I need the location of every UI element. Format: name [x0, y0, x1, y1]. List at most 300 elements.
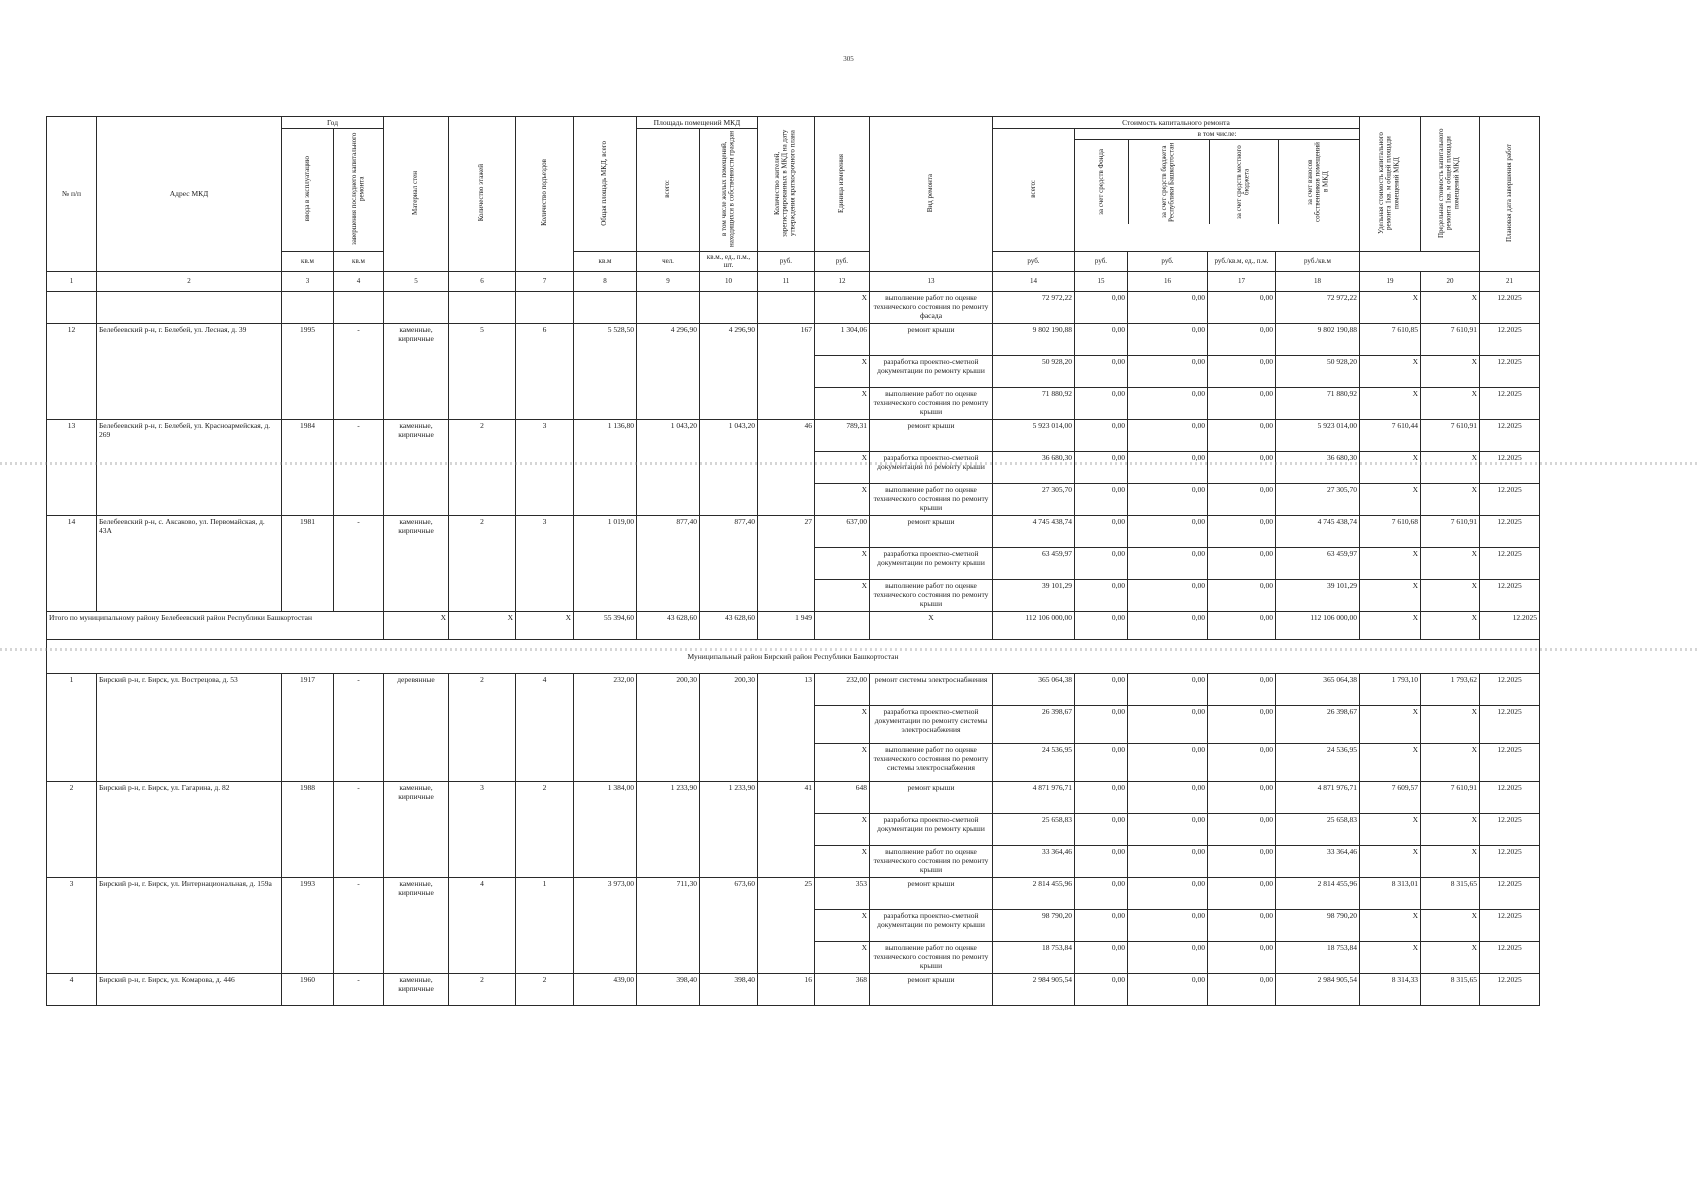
header-cost-incl-wrap	[1075, 129, 1360, 252]
table-cell: 33 364,46	[993, 845, 1075, 877]
table-cell	[97, 291, 282, 323]
table-cell: 0,00	[1075, 419, 1128, 451]
table-cell: 200,30	[637, 673, 700, 781]
table-cell	[516, 291, 574, 323]
table-cell: 4 745 438,74	[1276, 515, 1360, 547]
column-number-cell: 3	[282, 271, 334, 291]
table-cell: 0,00	[1128, 451, 1208, 483]
table-row	[47, 419, 1540, 451]
table-cell: 27 305,70	[1276, 483, 1360, 515]
table-cell	[282, 291, 334, 323]
table-cell: X	[1360, 941, 1421, 973]
table-cell: 50 928,20	[993, 355, 1075, 387]
table-cell: 0,00	[1128, 781, 1208, 813]
table-cell: 9 802 190,88	[1276, 323, 1360, 355]
table-cell: X	[1360, 743, 1421, 781]
table-cell: 1 793,62	[1421, 673, 1480, 705]
table-cell: Бирский р-н, г. Бирск, ул. Вострецова, д. 53	[97, 673, 282, 781]
table-cell: 0,00	[1075, 451, 1128, 483]
header-premises-total: всего:	[637, 129, 700, 252]
table-cell: X	[1421, 579, 1480, 611]
table-row	[47, 781, 1540, 813]
table-cell: 14	[47, 515, 97, 611]
table-cell: 12.2025	[1480, 705, 1540, 743]
header-year-group: Год	[282, 117, 384, 129]
table-cell: 12.2025	[1480, 483, 1540, 515]
table-cell: 4	[516, 673, 574, 781]
table-cell: 4 296,90	[637, 323, 700, 419]
header-max-cost: Предельная стоимость капитального ремонта 1кв. м общей площади помещений МКД	[1421, 117, 1480, 252]
column-number-cell: 6	[449, 271, 516, 291]
table-cell: ремонт крыши	[870, 781, 993, 813]
table-cell: Бирский р-н, г. Бирск, ул. Комарова, д. 446	[97, 973, 282, 1005]
header-residents-count: Количество жителей, зарегистрированных в МКД на дату утверждения краткосрочного плана	[758, 117, 815, 252]
table-cell: 39 101,29	[1276, 579, 1360, 611]
table-cell: ремонт крыши	[870, 323, 993, 355]
table-cell: X	[1360, 291, 1421, 323]
table-cell: 0,00	[1208, 579, 1276, 611]
header-floors: Количество этажей	[449, 117, 516, 272]
column-number-cell: 12	[815, 271, 870, 291]
table-cell: X	[1421, 845, 1480, 877]
total-cell: 1 949	[758, 611, 815, 639]
table-cell: X	[1360, 451, 1421, 483]
unit-cell: руб./кв.м, ед., п.м.	[1208, 252, 1276, 272]
header-repair-type: Вид ремонта	[870, 117, 993, 272]
table-cell: -	[334, 781, 384, 877]
column-number-cell: 17	[1208, 271, 1276, 291]
table-cell: X	[1421, 355, 1480, 387]
table-cell: 71 880,92	[1276, 387, 1360, 419]
table-cell: 12.2025	[1480, 781, 1540, 813]
unit-cell: руб.	[758, 252, 815, 272]
total-cell: 43 628,60	[700, 611, 758, 639]
table-cell: 12.2025	[1480, 323, 1540, 355]
table-cell: 365 064,38	[993, 673, 1075, 705]
table-cell: 4	[449, 877, 516, 973]
table-cell: 2	[449, 515, 516, 611]
table-cell: 7 610,91	[1421, 419, 1480, 451]
table-cell: 0,00	[1128, 323, 1208, 355]
table-cell: 673,60	[700, 877, 758, 973]
table-cell: 3	[516, 515, 574, 611]
table-cell	[47, 291, 97, 323]
table-cell: 50 928,20	[1276, 355, 1360, 387]
table-cell: 232,00	[815, 673, 870, 705]
table-cell: 1 043,20	[637, 419, 700, 515]
table-cell: 18 753,84	[993, 941, 1075, 973]
table-cell: каменные, кирпичные	[384, 323, 449, 419]
table-cell: 4 745 438,74	[993, 515, 1075, 547]
table-cell: 72 972,22	[993, 291, 1075, 323]
table-cell: ремонт системы электроснабжения	[870, 673, 993, 705]
table-cell: ремонт крыши	[870, 877, 993, 909]
table-cell: X	[1360, 387, 1421, 419]
table-cell: X	[1421, 547, 1480, 579]
header-total-area: Общая площадь МКД, всего	[574, 117, 637, 252]
table-cell: 0,00	[1075, 845, 1128, 877]
table-cell: 12.2025	[1480, 291, 1540, 323]
unit-cell: руб./кв.м	[1276, 252, 1360, 272]
table-cell: 27 305,70	[993, 483, 1075, 515]
table-cell: 0,00	[1208, 877, 1276, 909]
table-cell: разработка проектно-сметной документации по ремонту крыши	[870, 547, 993, 579]
table-cell	[574, 291, 637, 323]
table-cell: Белебеевский р-н, с. Аксаково, ул. Первомайская, д. 43А	[97, 515, 282, 611]
table-cell: X	[815, 579, 870, 611]
table-cell: 0,00	[1128, 845, 1208, 877]
table-cell: 5 528,50	[574, 323, 637, 419]
table-cell: 0,00	[1128, 355, 1208, 387]
total-label: Итого по муниципальному району Белебеевский район Республики Башкортостан	[47, 611, 384, 639]
table-cell: 12.2025	[1480, 355, 1540, 387]
table-cell: 0,00	[1128, 973, 1208, 1005]
table-cell: ремонт крыши	[870, 419, 993, 451]
table-cell: X	[815, 813, 870, 845]
table-row	[47, 515, 1540, 547]
table-cell: разработка проектно-сметной документации по ремонту крыши	[870, 451, 993, 483]
table-cell: 0,00	[1208, 743, 1276, 781]
scan-artifact	[0, 462, 1697, 465]
table-cell: разработка проектно-сметной документации по ремонту крыши	[870, 813, 993, 845]
column-number-cell: 4	[334, 271, 384, 291]
table-cell: 39 101,29	[993, 579, 1075, 611]
table-cell: X	[1360, 355, 1421, 387]
table-cell: ремонт крыши	[870, 973, 993, 1005]
unit-cell: кв.м., ед., п.м., шт.	[700, 252, 758, 272]
table-cell: 0,00	[1208, 547, 1276, 579]
header-row-1	[47, 117, 1540, 129]
table-cell: 0,00	[1075, 877, 1128, 909]
column-number-cell: 5	[384, 271, 449, 291]
table-cell: 12.2025	[1480, 813, 1540, 845]
table-cell: Бирский р-н, г. Бирск, ул. Гагарина, д. 82	[97, 781, 282, 877]
column-number-cell: 8	[574, 271, 637, 291]
table-cell: 2 814 455,96	[1276, 877, 1360, 909]
table-cell: -	[334, 673, 384, 781]
table-cell: ремонт крыши	[870, 515, 993, 547]
table-cell: 0,00	[1075, 387, 1128, 419]
table-cell: Бирский р-н, г. Бирск, ул. Интернациональная, д. 159а	[97, 877, 282, 973]
column-number-cell: 15	[1075, 271, 1128, 291]
table-cell: 0,00	[1075, 941, 1128, 973]
table-cell: X	[1360, 845, 1421, 877]
table-cell: 3 973,00	[574, 877, 637, 973]
table-cell: 0,00	[1075, 705, 1128, 743]
table-cell: 4	[47, 973, 97, 1005]
table-cell: 0,00	[1128, 579, 1208, 611]
table-cell: 12.2025	[1480, 515, 1540, 547]
table-cell: X	[1421, 387, 1480, 419]
table-cell: 0,00	[1208, 419, 1276, 451]
total-cell: 0,00	[1208, 611, 1276, 639]
header-cost-incl: в том числе:	[1075, 129, 1359, 140]
total-cell: 112 106 000,00	[993, 611, 1075, 639]
table-cell: 71 880,92	[993, 387, 1075, 419]
table-cell: 12.2025	[1480, 909, 1540, 941]
table-cell: 0,00	[1208, 355, 1276, 387]
table-cell: Белебеевский р-н, г. Белебей, ул. Лесная, д. 39	[97, 323, 282, 419]
table-cell: 232,00	[574, 673, 637, 781]
table-cell: 0,00	[1128, 877, 1208, 909]
table-cell: 12.2025	[1480, 941, 1540, 973]
table-cell: 0,00	[1128, 909, 1208, 941]
table-cell: 1 043,20	[700, 419, 758, 515]
table-cell: X	[1360, 813, 1421, 845]
total-cell: X	[516, 611, 574, 639]
header-cost-sub	[1075, 140, 1359, 224]
column-number-cell: 21	[1480, 271, 1540, 291]
table-cell: 0,00	[1208, 451, 1276, 483]
table-cell: X	[815, 291, 870, 323]
table-cell: 8 314,33	[1360, 973, 1421, 1005]
table-cell: 0,00	[1075, 355, 1128, 387]
table-cell: 0,00	[1075, 813, 1128, 845]
table-cell: 0,00	[1075, 515, 1128, 547]
table-row	[47, 323, 1540, 355]
table-cell: X	[815, 743, 870, 781]
table-cell	[700, 291, 758, 323]
column-number-cell: 7	[516, 271, 574, 291]
table-cell: 25	[758, 877, 815, 973]
table-cell: 1 304,06	[815, 323, 870, 355]
header-year-commission: ввода в эксплуатацию	[282, 129, 334, 252]
table-cell: 26 398,67	[1276, 705, 1360, 743]
table-cell: 7 610,91	[1421, 781, 1480, 813]
table-cell: 1	[516, 877, 574, 973]
unit-cell: кв.м	[282, 252, 334, 272]
table-cell: 8 315,65	[1421, 973, 1480, 1005]
header-cost-fund: за счет средств Фонда	[1075, 140, 1129, 224]
table-cell: 7 610,68	[1360, 515, 1421, 547]
table-cell: 25 658,83	[993, 813, 1075, 845]
column-number-cell: 13	[870, 271, 993, 291]
table-cell: 0,00	[1208, 813, 1276, 845]
table-cell: 2	[47, 781, 97, 877]
table-cell: 7 609,57	[1360, 781, 1421, 813]
table-cell: -	[334, 323, 384, 419]
table-cell: 8 313,01	[1360, 877, 1421, 909]
table-cell: 0,00	[1075, 673, 1128, 705]
table-cell: 0,00	[1128, 743, 1208, 781]
table-cell: 41	[758, 781, 815, 877]
total-cell	[815, 611, 870, 639]
table-cell: 12	[47, 323, 97, 419]
table-cell: 7 610,44	[1360, 419, 1421, 451]
table-cell: каменные, кирпичные	[384, 781, 449, 877]
table-cell: 0,00	[1128, 705, 1208, 743]
table-cell: 25 658,83	[1276, 813, 1360, 845]
table-row	[47, 973, 1540, 1005]
table-cell: 98 790,20	[1276, 909, 1360, 941]
table-cell: X	[815, 451, 870, 483]
header-cost-republic: за счет средств бюджета Республики Башкортостан	[1129, 140, 1210, 224]
table-cell: 46	[758, 419, 815, 515]
table-cell: X	[1360, 483, 1421, 515]
header-wall-material: Материал стен	[384, 117, 449, 272]
table-cell: выполнение работ по оценке технического состояния по ремонту крыши	[870, 579, 993, 611]
table-cell: 1 019,00	[574, 515, 637, 611]
table-cell: 2 984 905,54	[993, 973, 1075, 1005]
table-cell: 3	[449, 781, 516, 877]
table-cell: X	[1421, 291, 1480, 323]
table-cell: 0,00	[1208, 781, 1276, 813]
table-cell: 26 398,67	[993, 705, 1075, 743]
table-cell: X	[1421, 941, 1480, 973]
header-cost-owners: за счет взносов собственников помещений в МКД	[1306, 142, 1330, 222]
unit-cell: чел.	[637, 252, 700, 272]
table-cell: выполнение работ по оценке технического состояния по ремонту системы электроснабжения	[870, 743, 993, 781]
table-cell: 4 871 976,71	[993, 781, 1075, 813]
column-number-cell: 14	[993, 271, 1075, 291]
table-cell: 0,00	[1075, 579, 1128, 611]
column-number-cell: 1	[47, 271, 97, 291]
column-number-cell: 11	[758, 271, 815, 291]
table-cell: разработка проектно-сметной документации по ремонту крыши	[870, 355, 993, 387]
table-cell: 0,00	[1128, 291, 1208, 323]
table-cell: 63 459,97	[993, 547, 1075, 579]
table-cell: 33 364,46	[1276, 845, 1360, 877]
column-number-cell: 20	[1421, 271, 1480, 291]
total-row	[47, 611, 1540, 639]
table-cell: 2	[516, 973, 574, 1005]
header-unit-cost: Удельная стоимость капитального ремонта 1кв. м общей площади помещений МКД	[1360, 117, 1421, 252]
table-cell: 0,00	[1075, 291, 1128, 323]
table-cell: выполнение работ по оценке технического состояния по ремонту крыши	[870, 845, 993, 877]
table-cell: 1 136,80	[574, 419, 637, 515]
table-cell: X	[1421, 813, 1480, 845]
table-cell: 368	[815, 973, 870, 1005]
table-cell: 1981	[282, 515, 334, 611]
table-cell: 1 233,90	[700, 781, 758, 877]
table-cell: 637,00	[815, 515, 870, 547]
table-cell: 3	[516, 419, 574, 515]
table-cell: 0,00	[1208, 387, 1276, 419]
table-cell: X	[1360, 705, 1421, 743]
total-cell: X	[870, 611, 993, 639]
table-cell: 5 923 014,00	[993, 419, 1075, 451]
table-cell: 98 790,20	[993, 909, 1075, 941]
table-cell: 0,00	[1075, 483, 1128, 515]
column-numbers-row	[47, 271, 1540, 291]
table-cell: 0,00	[1128, 813, 1208, 845]
table-cell: 0,00	[1208, 705, 1276, 743]
table-cell: X	[815, 547, 870, 579]
header-year-last-repair: завершения последнего капитального ремонта	[334, 129, 384, 252]
table-row	[47, 877, 1540, 909]
table-cell: 0,00	[1208, 845, 1276, 877]
unit-cell: руб.	[815, 252, 870, 272]
table-cell: 398,40	[700, 973, 758, 1005]
table-cell: -	[334, 877, 384, 973]
table-cell: 2 984 905,54	[1276, 973, 1360, 1005]
table-cell: X	[1360, 547, 1421, 579]
table-cell: 0,00	[1208, 973, 1276, 1005]
table-cell: 0,00	[1208, 909, 1276, 941]
table-cell: 12.2025	[1480, 547, 1540, 579]
table-cell: 36 680,30	[993, 451, 1075, 483]
column-number-cell: 2	[97, 271, 282, 291]
table-cell: X	[1421, 451, 1480, 483]
table-cell: выполнение работ по оценке технического состояния по ремонту крыши	[870, 483, 993, 515]
table-cell: 0,00	[1208, 483, 1276, 515]
total-cell: 55 394,60	[574, 611, 637, 639]
table-cell: 1 384,00	[574, 781, 637, 877]
table-cell: X	[1421, 483, 1480, 515]
unit-cell: руб.	[993, 252, 1075, 272]
total-cell: X	[384, 611, 449, 639]
table-cell: 1993	[282, 877, 334, 973]
table-cell	[758, 291, 815, 323]
table-cell: X	[815, 387, 870, 419]
table-cell: X	[1360, 909, 1421, 941]
table-cell: выполнение работ по оценке технического состояния по ремонту крыши	[870, 941, 993, 973]
table-cell: 0,00	[1208, 941, 1276, 973]
table-cell: 12.2025	[1480, 387, 1540, 419]
table-cell: разработка проектно-сметной документации по ремонту крыши	[870, 909, 993, 941]
table-cell: 72 972,22	[1276, 291, 1360, 323]
table-cell: выполнение работ по оценке технического состояния по ремонту фасада	[870, 291, 993, 323]
header-entrances: Количество подъездов	[516, 117, 574, 272]
header-premises-residents: в том числе жилых помещений, находящихся в собственности граждан	[700, 129, 758, 252]
table-cell: -	[334, 419, 384, 515]
table-cell: 36 680,30	[1276, 451, 1360, 483]
table-cell: каменные, кирпичные	[384, 515, 449, 611]
section-title: Муниципальный район Бирский район Республики Башкортостан	[47, 639, 1540, 673]
table-cell: 12.2025	[1480, 973, 1540, 1005]
header-npp: № п/п	[47, 117, 97, 272]
table-cell: 0,00	[1128, 547, 1208, 579]
table-cell: 16	[758, 973, 815, 1005]
table-cell: 12.2025	[1480, 673, 1540, 705]
table-cell: 24 536,95	[1276, 743, 1360, 781]
table-cell: X	[815, 355, 870, 387]
table-cell: 877,40	[637, 515, 700, 611]
table-cell: 2	[449, 419, 516, 515]
table-cell: 24 536,95	[993, 743, 1075, 781]
table-cell: 1 793,10	[1360, 673, 1421, 705]
table-cell: 7 610,91	[1421, 515, 1480, 547]
table-cell: X	[1421, 909, 1480, 941]
total-cell: 12.2025	[1480, 611, 1540, 639]
header-cost-total: всего:	[993, 129, 1075, 252]
header-premises-group: Площадь помещений МКД	[637, 117, 758, 129]
table-cell: 353	[815, 877, 870, 909]
table-cell: -	[334, 515, 384, 611]
table-cell: 0,00	[1075, 323, 1128, 355]
table-cell: X	[1360, 579, 1421, 611]
header-cost-local: за счет средств местного бюджета	[1210, 140, 1279, 224]
table-cell: 18 753,84	[1276, 941, 1360, 973]
unit-cell: кв.м	[334, 252, 384, 272]
table-cell: 0,00	[1208, 673, 1276, 705]
table-cell	[334, 291, 384, 323]
total-cell: 43 628,60	[637, 611, 700, 639]
column-number-cell: 18	[1276, 271, 1360, 291]
table-cell: 12.2025	[1480, 743, 1540, 781]
total-cell: X	[1360, 611, 1421, 639]
table-cell: 0,00	[1128, 941, 1208, 973]
table-cell: 2 814 455,96	[993, 877, 1075, 909]
table-cell: 4 296,90	[700, 323, 758, 419]
table-cell: 5 923 014,00	[1276, 419, 1360, 451]
header-address: Адрес МКД	[97, 117, 282, 272]
scan-artifact	[0, 648, 1697, 651]
table-cell: 0,00	[1128, 515, 1208, 547]
table-cell: 12.2025	[1480, 579, 1540, 611]
table-cell: 27	[758, 515, 815, 611]
table-cell: 13	[758, 673, 815, 781]
